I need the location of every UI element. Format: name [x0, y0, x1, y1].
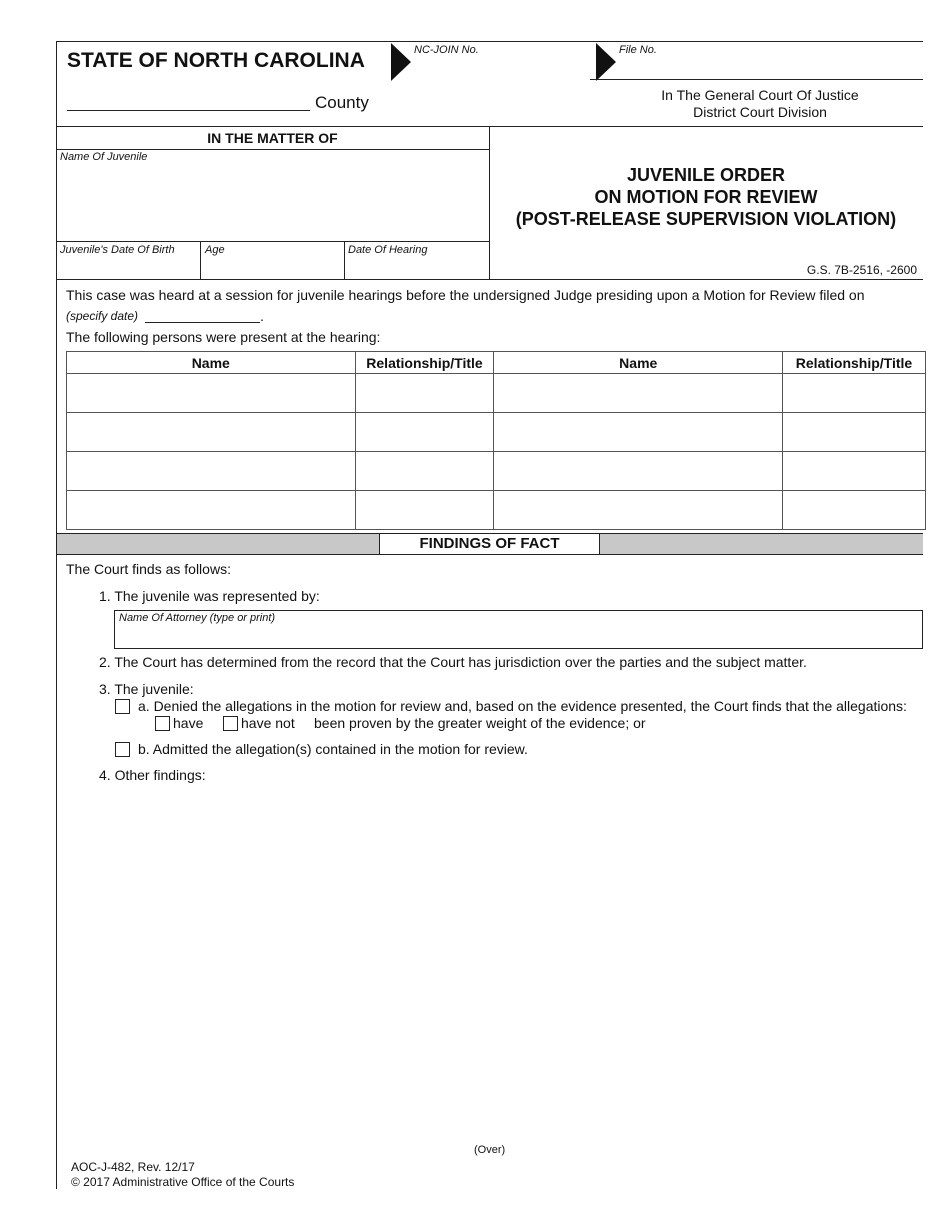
court-name: [620, 87, 900, 121]
column-header: Relationship/Title: [783, 352, 926, 374]
person-name-cell[interactable]: [67, 374, 356, 413]
column-header: Name: [494, 352, 783, 374]
person-name-cell[interactable]: [67, 491, 356, 530]
intro-text: This case was heard at a session for juvenile hearings before the undersigned Judge presiding upon a Motion for Review filed on: [66, 287, 865, 303]
matter-bottom-border: [56, 279, 923, 280]
name-divider: [56, 241, 489, 242]
file-no-label: File No.: [619, 44, 657, 56]
matter-heading: IN THE MATTER OF: [207, 130, 338, 146]
matter-heading-divider: [56, 149, 489, 150]
person-title-cell[interactable]: [783, 413, 926, 452]
copyright: © 2017 Administrative Office of the Courts: [71, 1175, 295, 1189]
attorney-name-field[interactable]: [114, 610, 923, 649]
dob-divider: [200, 241, 201, 279]
findings-intro: The Court finds as follows:: [66, 561, 231, 577]
table-row: [67, 413, 926, 452]
person-name-cell[interactable]: [67, 452, 356, 491]
other-findings-field[interactable]: [99, 788, 919, 1128]
column-header: Name: [67, 352, 356, 374]
juvenile-name-label: Name Of Juvenile: [60, 151, 148, 163]
person-title-cell[interactable]: [355, 374, 494, 413]
person-title-cell[interactable]: [355, 452, 494, 491]
findings-right-edge: [599, 533, 600, 554]
findings-heading: FINDINGS OF FACT: [419, 535, 560, 552]
court-line-2: District Court Division: [693, 104, 827, 120]
page-top-border: [56, 41, 923, 42]
title-line-3: (POST-RELEASE SUPERVISION VIOLATION): [515, 209, 897, 229]
proven-text: been proven by the greater weight of the evidence; or: [314, 715, 646, 731]
over-note: (Over): [474, 1144, 506, 1156]
form-title: [490, 164, 922, 230]
finding-3b: b. Admitted the allegation(s) contained in the motion for review.: [138, 741, 528, 757]
have-not-checkbox[interactable]: [223, 716, 238, 731]
specify-date-label: (specify date): [66, 309, 139, 323]
findings-bar-right: [600, 534, 923, 554]
juvenile-name-field[interactable]: [57, 165, 488, 240]
hearing-date-label: Date Of Hearing: [348, 244, 428, 256]
nc-join-label: NC-JOIN No.: [414, 44, 479, 56]
county-field[interactable]: [67, 110, 310, 111]
state-heading: STATE OF NORTH CAROLINA: [67, 49, 365, 72]
admitted-checkbox[interactable]: [115, 742, 130, 757]
age-divider: [344, 241, 345, 279]
file-no-arrow-icon: [596, 43, 616, 81]
person-title-cell[interactable]: [783, 491, 926, 530]
person-name-cell[interactable]: [494, 374, 783, 413]
denied-checkbox[interactable]: [115, 699, 130, 714]
table-row: [67, 374, 926, 413]
finding-2: 2. The Court has determined from the record that the Court has jurisdiction over the parties and the subject matter.: [99, 654, 807, 670]
person-title-cell[interactable]: [355, 491, 494, 530]
header-divider: [590, 79, 923, 80]
nc-join-arrow-icon: [391, 43, 411, 81]
statute-reference: G.S. 7B-2516, -2600: [806, 263, 917, 277]
person-name-cell[interactable]: [67, 413, 356, 452]
have-label: have: [173, 715, 204, 731]
form-number: AOC-J-482, Rev. 12/17: [71, 1160, 195, 1174]
finding-1: 1. The juvenile was represented by:: [99, 588, 320, 604]
county-label: County: [315, 93, 369, 112]
have-not-label: have not: [241, 715, 295, 731]
court-line-1: In The General Court Of Justice: [661, 87, 859, 103]
present-text: The following persons were present at the hearing:: [66, 329, 381, 345]
table-row: [67, 491, 926, 530]
findings-bottom-line: [56, 554, 923, 555]
person-name-cell[interactable]: [494, 491, 783, 530]
person-name-cell[interactable]: [494, 452, 783, 491]
person-name-cell[interactable]: [494, 413, 783, 452]
attorney-name-label: Name Of Attorney (type or print): [119, 612, 276, 624]
finding-4: 4. Other findings:: [99, 767, 206, 783]
have-checkbox[interactable]: [155, 716, 170, 731]
findings-bar-left: [57, 534, 379, 554]
table-row: [67, 452, 926, 491]
finding-3: 3. The juvenile:: [99, 681, 194, 697]
persons-present-table: [66, 351, 926, 530]
title-line-1: JUVENILE ORDER: [626, 165, 786, 185]
person-title-cell[interactable]: [783, 452, 926, 491]
age-label: Age: [205, 244, 225, 256]
person-title-cell[interactable]: [355, 413, 494, 452]
dob-label: Juvenile's Date Of Birth: [60, 244, 175, 256]
table-header-row: [67, 352, 926, 374]
person-title-cell[interactable]: [783, 374, 926, 413]
finding-3a: a. Denied the allegations in the motion for review and, based on the evidence presented, the Court finds that the allegations:: [138, 698, 907, 714]
date-period: .: [260, 308, 264, 324]
specify-date-field[interactable]: [145, 322, 260, 323]
title-line-2: ON MOTION FOR REVIEW: [594, 187, 818, 207]
column-header: Relationship/Title: [355, 352, 494, 374]
